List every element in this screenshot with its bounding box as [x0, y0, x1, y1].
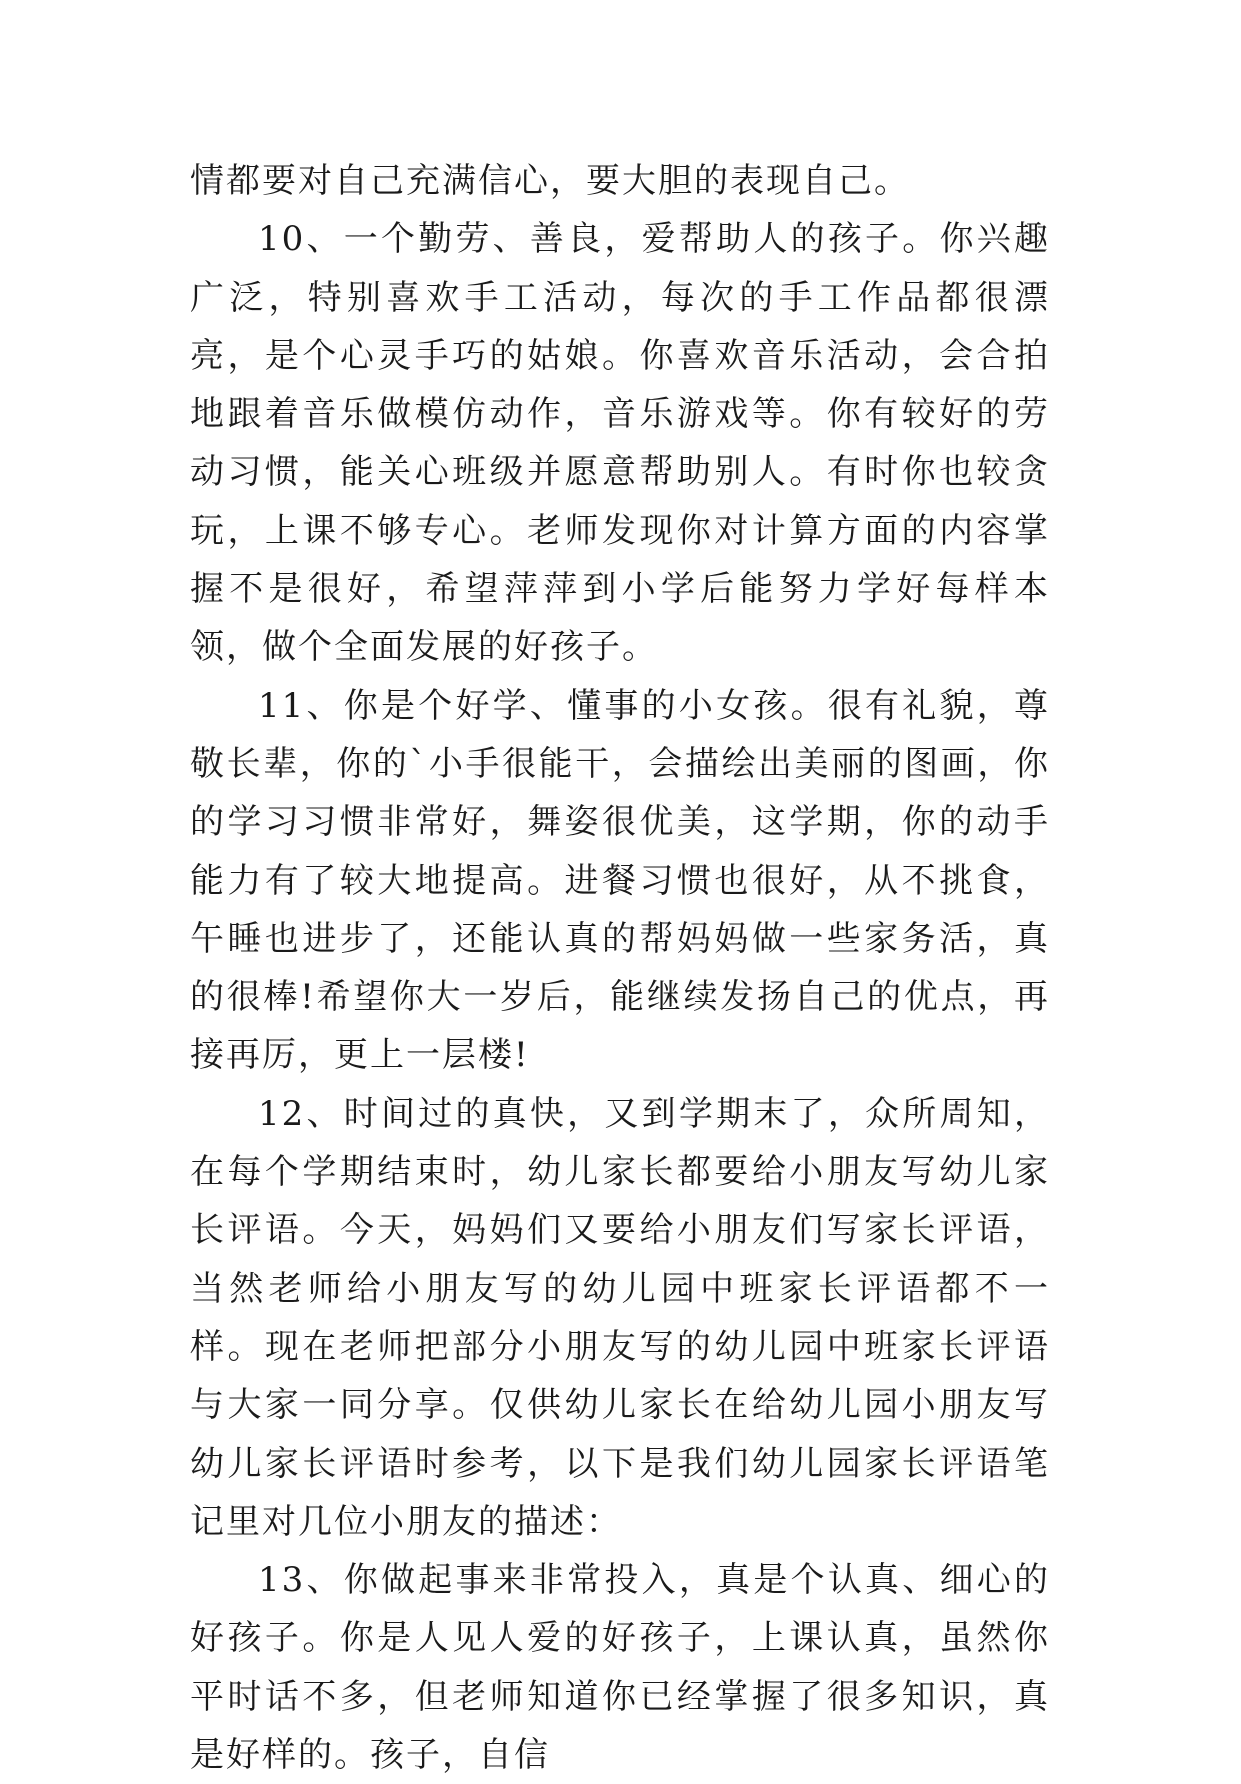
- document-body: [190, 152, 1050, 1784]
- paragraph-item-13: 13、你做起事来非常投入，真是个认真、细心的好孩子。你是人见人爱的好孩子，上课认真，虽然你平时话不多，但老师知道你已经掌握了很多知识，真是好样的。孩子，自信: [190, 1560, 1050, 1776]
- paragraph-continuation: 情都要对自己充满信心，要大胆的表现自己。: [190, 161, 910, 201]
- paragraph-item-11: 11、你是个好学、懂事的小女孩。很有礼貌，尊敬长辈，你的`小手很能干，会描绘出美丽的图画，你的学习习惯非常好，舞姿很优美，这学期，你的动手能力有了较大地提高。进餐习惯也很好，从不挑食，午睡也进步了，还能认真的帮妈妈做一些家务活，真的很棒!希望你大一岁后，能继续发扬自己的优点，再接再厉，更上一层楼!: [190, 685, 1050, 1076]
- paragraph-item-12: 12、时间过的真快，又到学期末了，众所周知，在每个学期结束时，幼儿家长都要给小朋友写幼儿家长评语。今天，妈妈们又要给小朋友们写家长评语，当然老师给小朋友写的幼儿园中班家长评语都不一样。现在老师把部分小朋友写的幼儿园中班家长评语与大家一同分享。仅供幼儿家长在给幼儿园小朋友写幼儿家长评语时参考，以下是我们幼儿园家长评语笔记里对几位小朋友的描述：: [190, 1093, 1050, 1542]
- paragraph-item-10: 10、一个勤劳、善良，爱帮助人的孩子。你兴趣广泛，特别喜欢手工活动，每次的手工作品都很漂亮，是个心灵手巧的姑娘。你喜欢音乐活动，会合拍地跟着音乐做模仿动作，音乐游戏等。你有较好的劳动习惯，能关心班级并愿意帮助别人。有时你也较贪玩，上课不够专心。老师发现你对计算方面的内容掌握不是很好，希望萍萍到小学后能努力学好每样本领，做个全面发展的好孩子。: [190, 219, 1050, 668]
